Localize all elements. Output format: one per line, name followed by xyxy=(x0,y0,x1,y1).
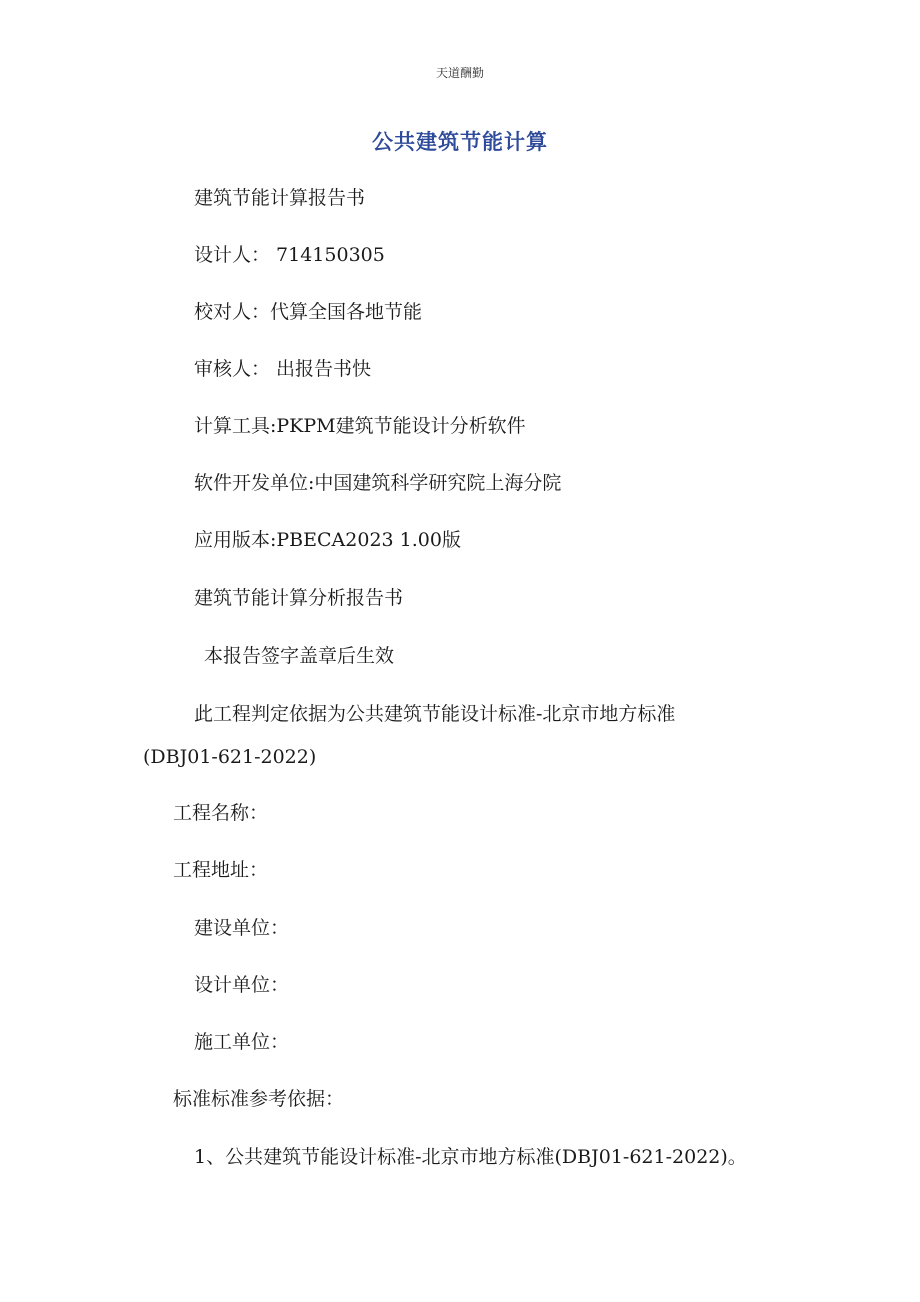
checker-line: 校对人：代算全国各地节能 xyxy=(194,301,423,323)
builder-unit-line: 施工单位： xyxy=(194,1031,290,1053)
validity-note-line: 本报告签字盖章后生效 xyxy=(204,645,395,667)
reference-item-1: 1、公共建筑节能设计标准-北京市地方标准(DBJ01-621-2022)。 xyxy=(194,1146,747,1168)
report-title-line: 建筑节能计算报告书 xyxy=(194,187,366,209)
software-version-line: 应用版本:PBECA2023 1.00版 xyxy=(194,529,461,551)
basis-statement-line: 此工程判定依据为公共建筑节能设计标准-北京市地方标准 xyxy=(194,703,676,725)
project-name-line: 工程名称： xyxy=(173,802,269,824)
project-address-line: 工程地址： xyxy=(173,859,269,881)
analysis-report-line: 建筑节能计算分析报告书 xyxy=(194,587,404,609)
reviewer-line: 审核人： 出报告书快 xyxy=(194,358,372,380)
design-unit-line: 设计单位： xyxy=(194,974,290,996)
reference-basis-heading: 标准标准参考依据： xyxy=(173,1088,345,1110)
construction-unit-line: 建设单位： xyxy=(194,917,290,939)
calculation-tool-line: 计算工具:PKPM建筑节能设计分析软件 xyxy=(194,415,526,437)
page-header: 天道酬勤 xyxy=(435,66,484,80)
document-title: 公共建筑节能计算 xyxy=(372,130,548,154)
designer-line: 设计人： 714150305 xyxy=(194,244,385,266)
software-developer-line: 软件开发单位:中国建筑科学研究院上海分院 xyxy=(194,472,562,494)
basis-standard-code-line: (DBJ01-621-2022) xyxy=(143,746,317,768)
